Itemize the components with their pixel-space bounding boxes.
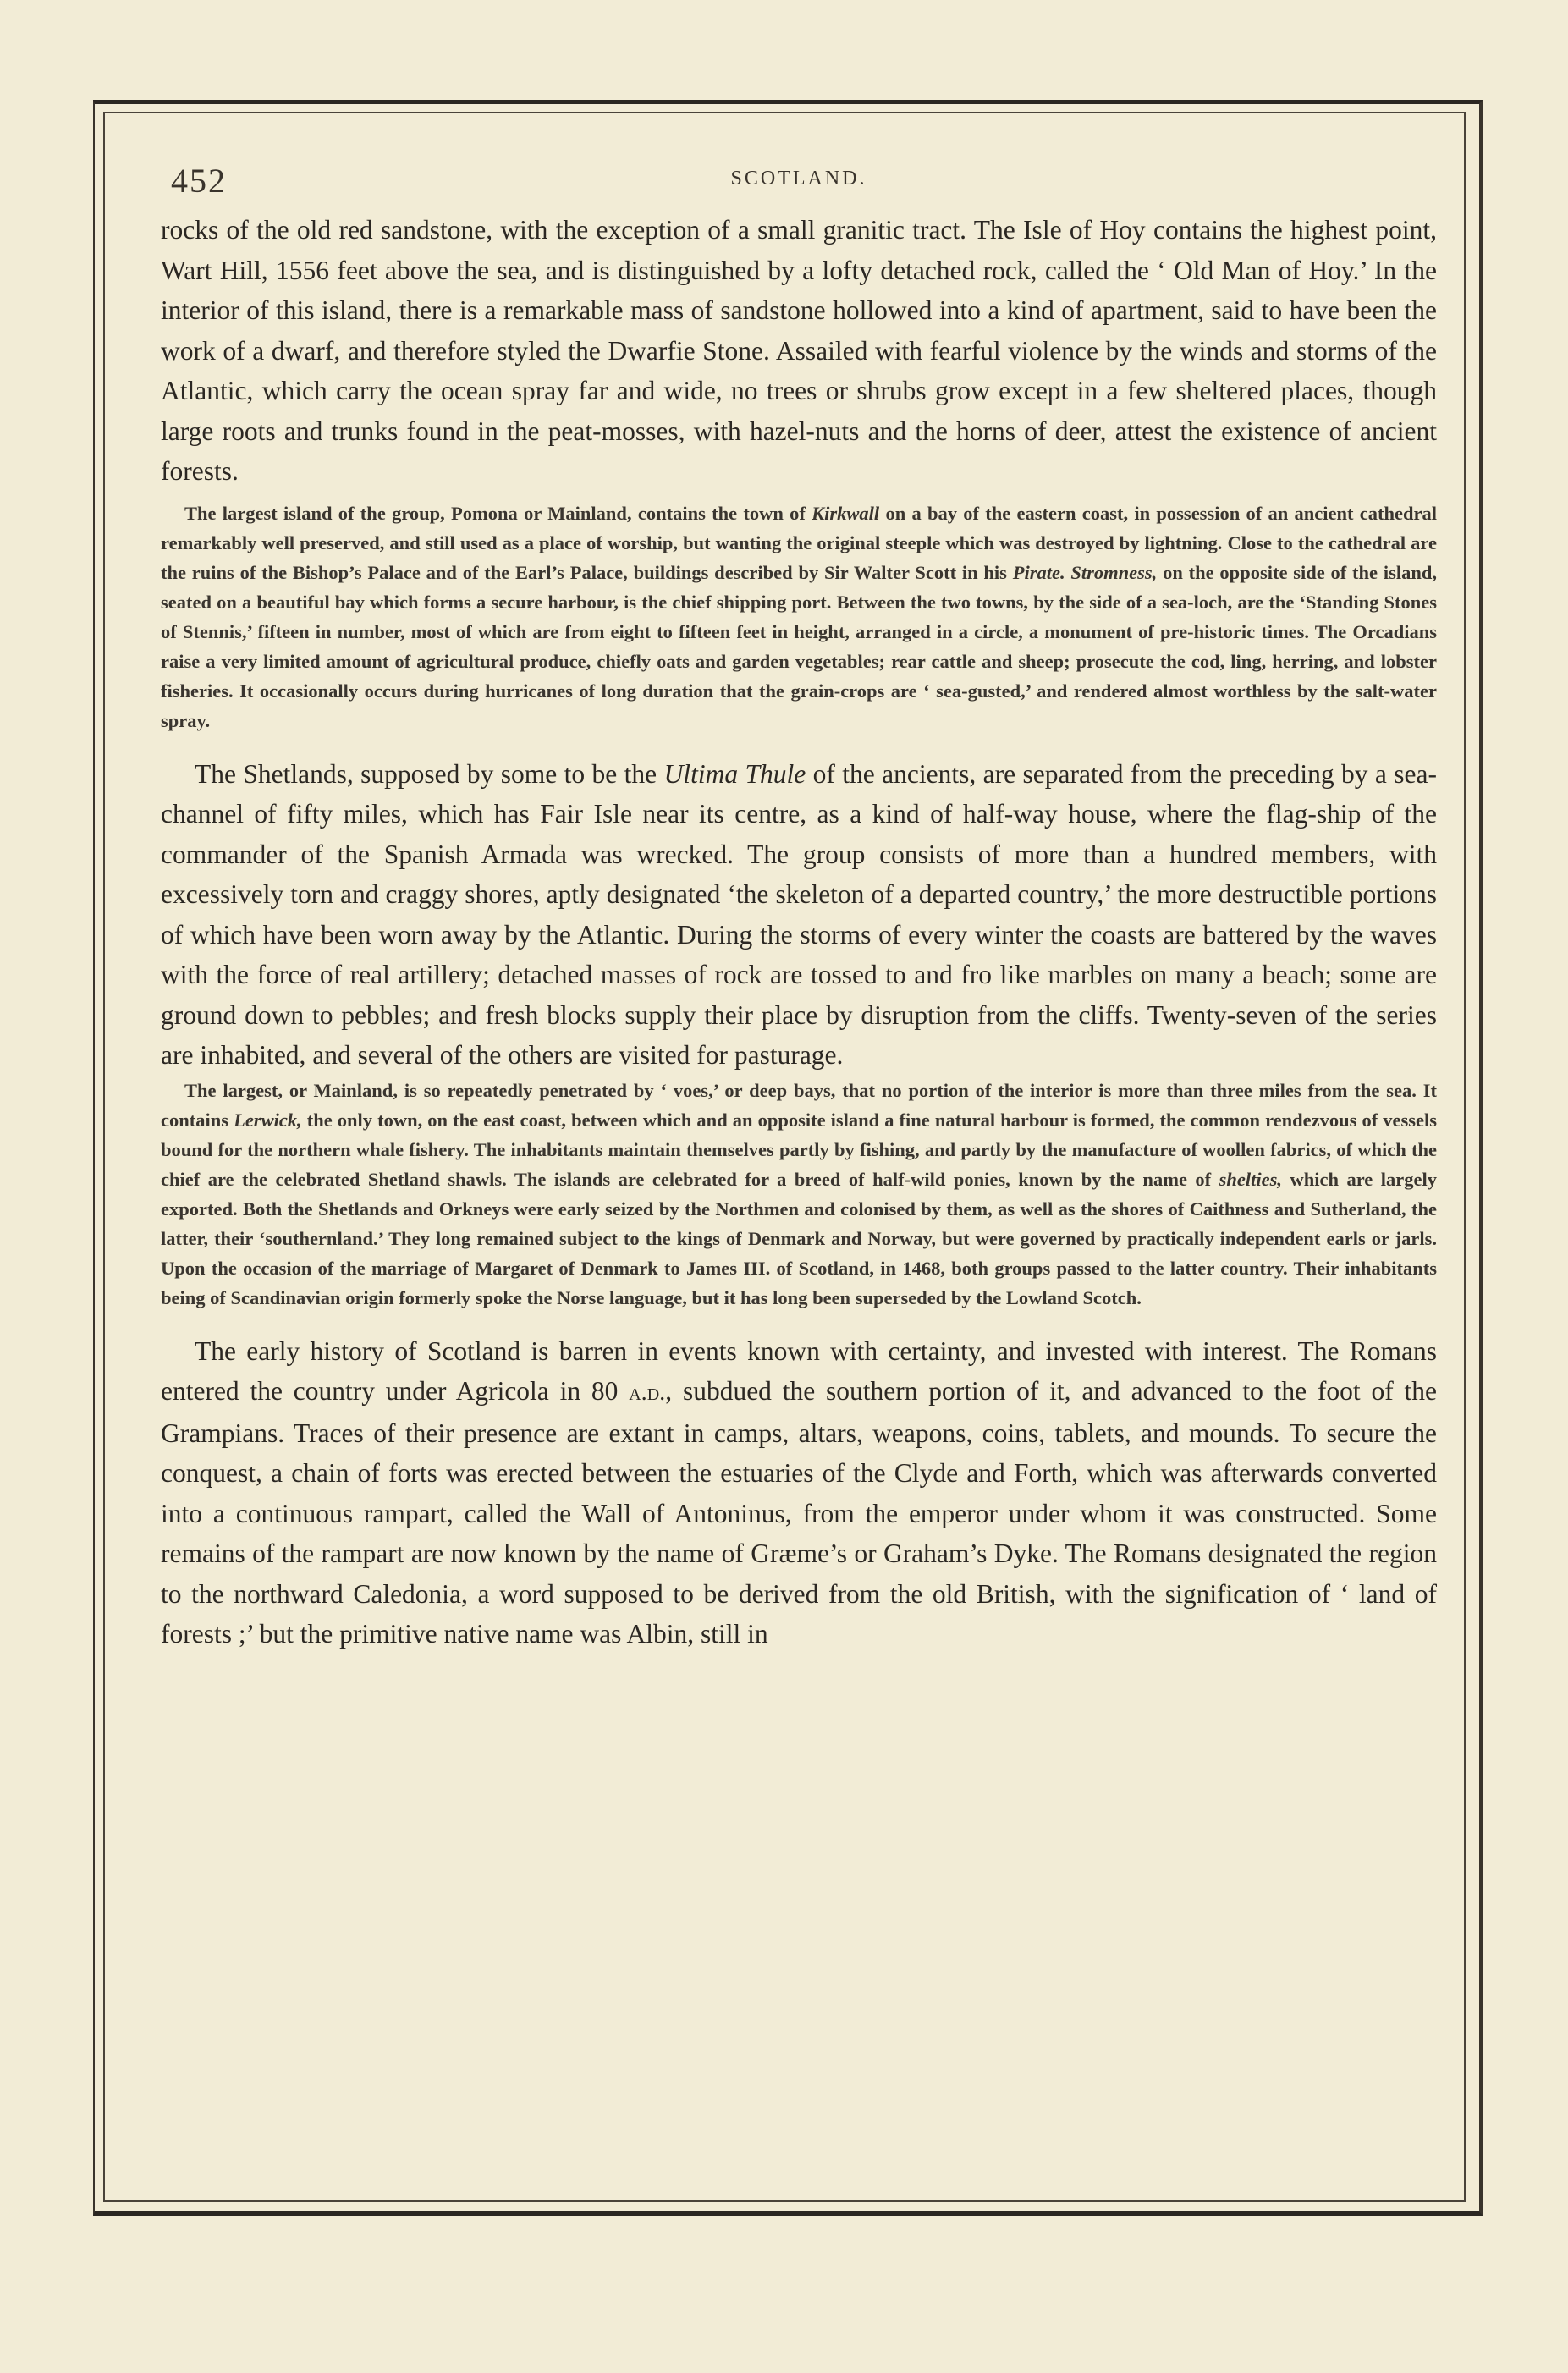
note-mainland: The largest, or Mainland, is so repeatedly penetrated by ‘ voes,’ or deep bays, that no portion of the interior is more than three miles from the sea. It contains Lerwick, the only town, on the east coast, between which and an opposite island a fine natural harbour is formed, the common rendezvous of vessels bound for the northern whale fishery. The inhabitants maintain themselves partly by fishing, and partly by the manufacture of woollen fabrics, of which the chief are the celebrated Shetland shawls. The islands are celebrated for a breed of half-wild ponies, known by the name of shelties, which are largely exported. Both the Shetlands and Orkneys were early seized by the Northmen and colonised by them, as well as the shores of Caithness and Sutherland, the latter, their ‘southernland.’ They long remained subject to the kings of Denmark and Norway, but were governed by practically independent earls or jarls. Upon the occasion of the marriage of Margaret of Denmark to James III. of Scotland, in 1468, both groups passed to the latter country. Their inhabitants being of Scandinavian origin formerly spoke the Norse language, but it has long been superseded by the Lowland Scotch. (161, 1079, 1437, 1308)
note-pomona: The largest island of the group, Pomona or Mainland, contains the town of Kirkwall on a bay of the eastern coast, in possession of an ancient cathedral remarkably well preserved, and still used as a place of worship, but wanting the original steeple which was destroyed by lightning. Close to the cathedral are the ruins of the Bishop’s Palace and of the Earl’s Palace, buildings described by Sir Walter Scott in his Pirate. Stromness, on the opposite side of the island, seated on a beautiful bay which forms a secure harbour, is the chief shipping port. Between the two towns, by the side of a sea-loch, are the ‘Standing Stones of Stennis,’ fifteen in number, most of which are from eight to fifteen feet in height, arranged in a circle, a monument of pre-historic times. The Orcadians raise a very limited amount of agricultural produce, chiefly oats and garden vegetables; rear cattle and sheep; prosecute the cod, ling, herring, and lobster fisheries. It occasionally occurs during hurricanes of long duration that the grain-crops are ‘ sea-gusted,’ and rendered almost worthless by the salt-water spray. (161, 502, 1437, 731)
page-number: 452 (171, 162, 227, 200)
place-kirkwall: Kirkwall (812, 502, 880, 524)
era-abbreviation: a.d. (629, 1379, 666, 1406)
book-page (161, 159, 1437, 2190)
paragraph-shetlands: The Shetlands, supposed by some to be the Ultima Thule of the ancients, are separated from the preceding by a sea-channel of fifty miles, which has Fair Isle near its centre, as a kind of half-way house, where the flag-ship of the commander of the Spanish Armada was wrecked. The group consists of more than a hundred members, with excessively torn and craggy shores, aptly designated ‘the skeleton of a departed country,’ the more destructible portions of which have been worn away by the Atlantic. During the storms of every winter the coasts are battered by the waves with the force of real artillery; detached masses of rock are tossed to and fro like marbles on many a beach; some are ground down to pebbles; and fresh blocks supply their place by disruption from the cliffs. Twenty-seven of the series are inhabited, and several of the others are visited for pasturage. (161, 758, 1437, 1070)
term-ultima-thule: Ultima Thule (663, 758, 806, 789)
paragraph-hoy: rocks of the old red sandstone, with the exception of a small granitic tract. The Isle of Hoy contains the highest point, Wart Hill, 1556 feet above the sea, and is distinguished by a lofty detached rock, called the ‘ Old Man of Hoy.’ In the interior of this island, there is a remarkable mass of sandstone hollowed into a kind of apartment, said to have been the work of a dwarf, and therefore styled the Dwarfie Stone. Assailed with fearful violence by the winds and storms of the Atlantic, which carry the ocean spray far and wide, no trees or shrubs grow except in a few sheltered places, though large roots and trunks found in the peat-mosses, with hazel-nuts and the horns of deer, attest the existence of ancient forests. (161, 215, 1437, 486)
paragraph-early-history: The early history of Scotland is barren in events known with certainty, and invested with interest. The Romans entered the country under Agricola in 80 a.d., subdued the southern portion of it, and advanced to the foot of the Grampians. Traces of their presence are extant in camps, altars, weapons, coins, tablets, and mounds. To secure the conquest, a chain of forts was erected between the estuaries of the Clyde and Forth, which was afterwards converted into a continuous rampart, called the Wall of Antoninus, from the emperor under whom it was constructed. Some remains of the rampart are now known by the name of Græme’s or Graham’s Dyke. The Romans designated the region to the northward Caledonia, a word supposed to be derived from the old British, with the signification of ‘ land of forests ;’ but the primitive native name was Albin, still in (161, 1335, 1437, 1649)
term-shelties: shelties, (1219, 1168, 1283, 1190)
place-stromness: Stromness, (1070, 561, 1158, 583)
title-pirate: Pirate. (1012, 561, 1065, 583)
place-lerwick: Lerwick, (234, 1109, 302, 1131)
running-head: SCOTLAND. (730, 168, 867, 190)
page-header (161, 159, 1437, 210)
